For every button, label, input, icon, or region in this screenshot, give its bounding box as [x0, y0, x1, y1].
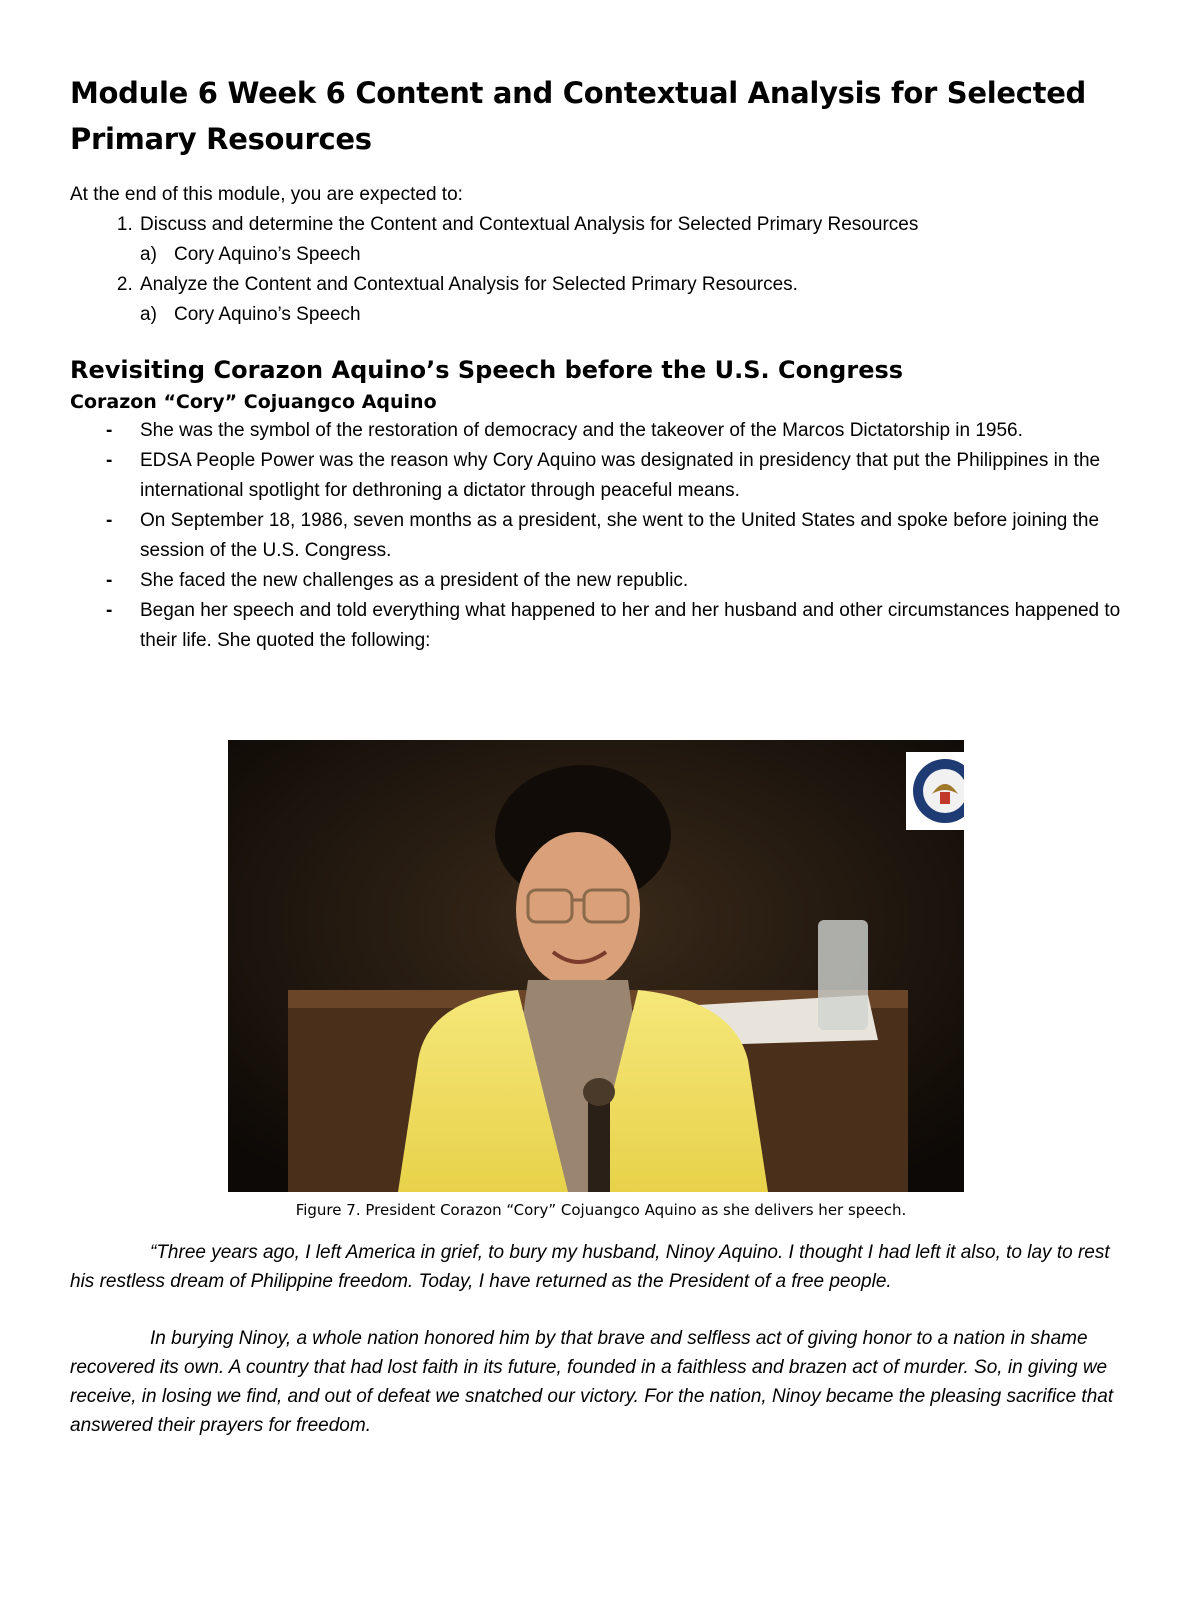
- section-heading: Revisiting Corazon Aquino’s Speech before the U.S. Congress: [70, 356, 904, 384]
- fact-item: - EDSA People Power was the reason why Cory Aquino was designated in presidency that put the Philippines in the international spotlight for dethroning a dictator through peaceful means.: [140, 446, 1132, 506]
- objective-subitem: a) Cory Aquino’s Speech: [174, 300, 1132, 330]
- objective-sublist: [140, 240, 1132, 270]
- fact-item: - She was the symbol of the restoration of democracy and the takeover of the Marcos Dictatorship in 1956.: [140, 416, 1132, 446]
- objective-text: Analyze the Content and Contextual Analysis for Selected Primary Resources.: [140, 274, 798, 295]
- quote-paragraph: “Three years ago, I left America in grief, to bury my husband, Ninoy Aquino. I thought I had left it also, to lay to rest his restless dream of Philippine freedom. Today, I have returned as the President of a free people.: [70, 1242, 1110, 1292]
- speech-photo: [228, 740, 964, 1192]
- objective-item: [138, 210, 1132, 270]
- objective-subitem: a) Cory Aquino’s Speech: [174, 240, 1132, 270]
- objective-text: Discuss and determine the Content and Contextual Analysis for Selected Primary Resources: [140, 214, 919, 235]
- fact-item: - Began her speech and told everything what happened to her and her husband and other circumstances happened to their life. She quoted the following:: [140, 596, 1132, 656]
- speech-quote: [70, 1238, 1132, 1468]
- caption-banner: [906, 752, 964, 830]
- congress-seal-icon: [910, 756, 964, 826]
- intro-text: At the end of this module, you are expected to:: [70, 184, 463, 205]
- objective-sublist: [140, 300, 1132, 330]
- objectives-list: [70, 210, 1132, 330]
- fact-item: - On September 18, 1986, seven months as a president, she went to the United States and spoke before joining the session of the U.S. Congress.: [140, 506, 1132, 566]
- subheading: Corazon “Cory” Cojuangco Aquino: [70, 391, 437, 413]
- page-title: Module 6 Week 6 Content and Contextual Analysis for Selected Primary Resources: [70, 76, 1087, 156]
- fact-item: - She faced the new challenges as a president of the new republic.: [140, 566, 1132, 596]
- speech-photo-illustration: [228, 740, 964, 1192]
- objective-item: [138, 270, 1132, 330]
- quote-paragraph: In burying Ninoy, a whole nation honored him by that brave and selfless act of giving honor to a nation in shame recovered its own. A country that had lost faith in its future, founded in a faithless and brazen act of murder. So, in giving we receive, in losing we find, and out of defeat we snatched our victory. For the nation, Ninoy became the pleasing sacrifice that answered their prayers for freedom.: [70, 1328, 1114, 1436]
- document-page: [70, 70, 1132, 656]
- figure-caption: Figure 7. President Corazon “Cory” Cojuangco Aquino as she delivers her speech.: [295, 1201, 907, 1219]
- facts-list: [70, 416, 1132, 656]
